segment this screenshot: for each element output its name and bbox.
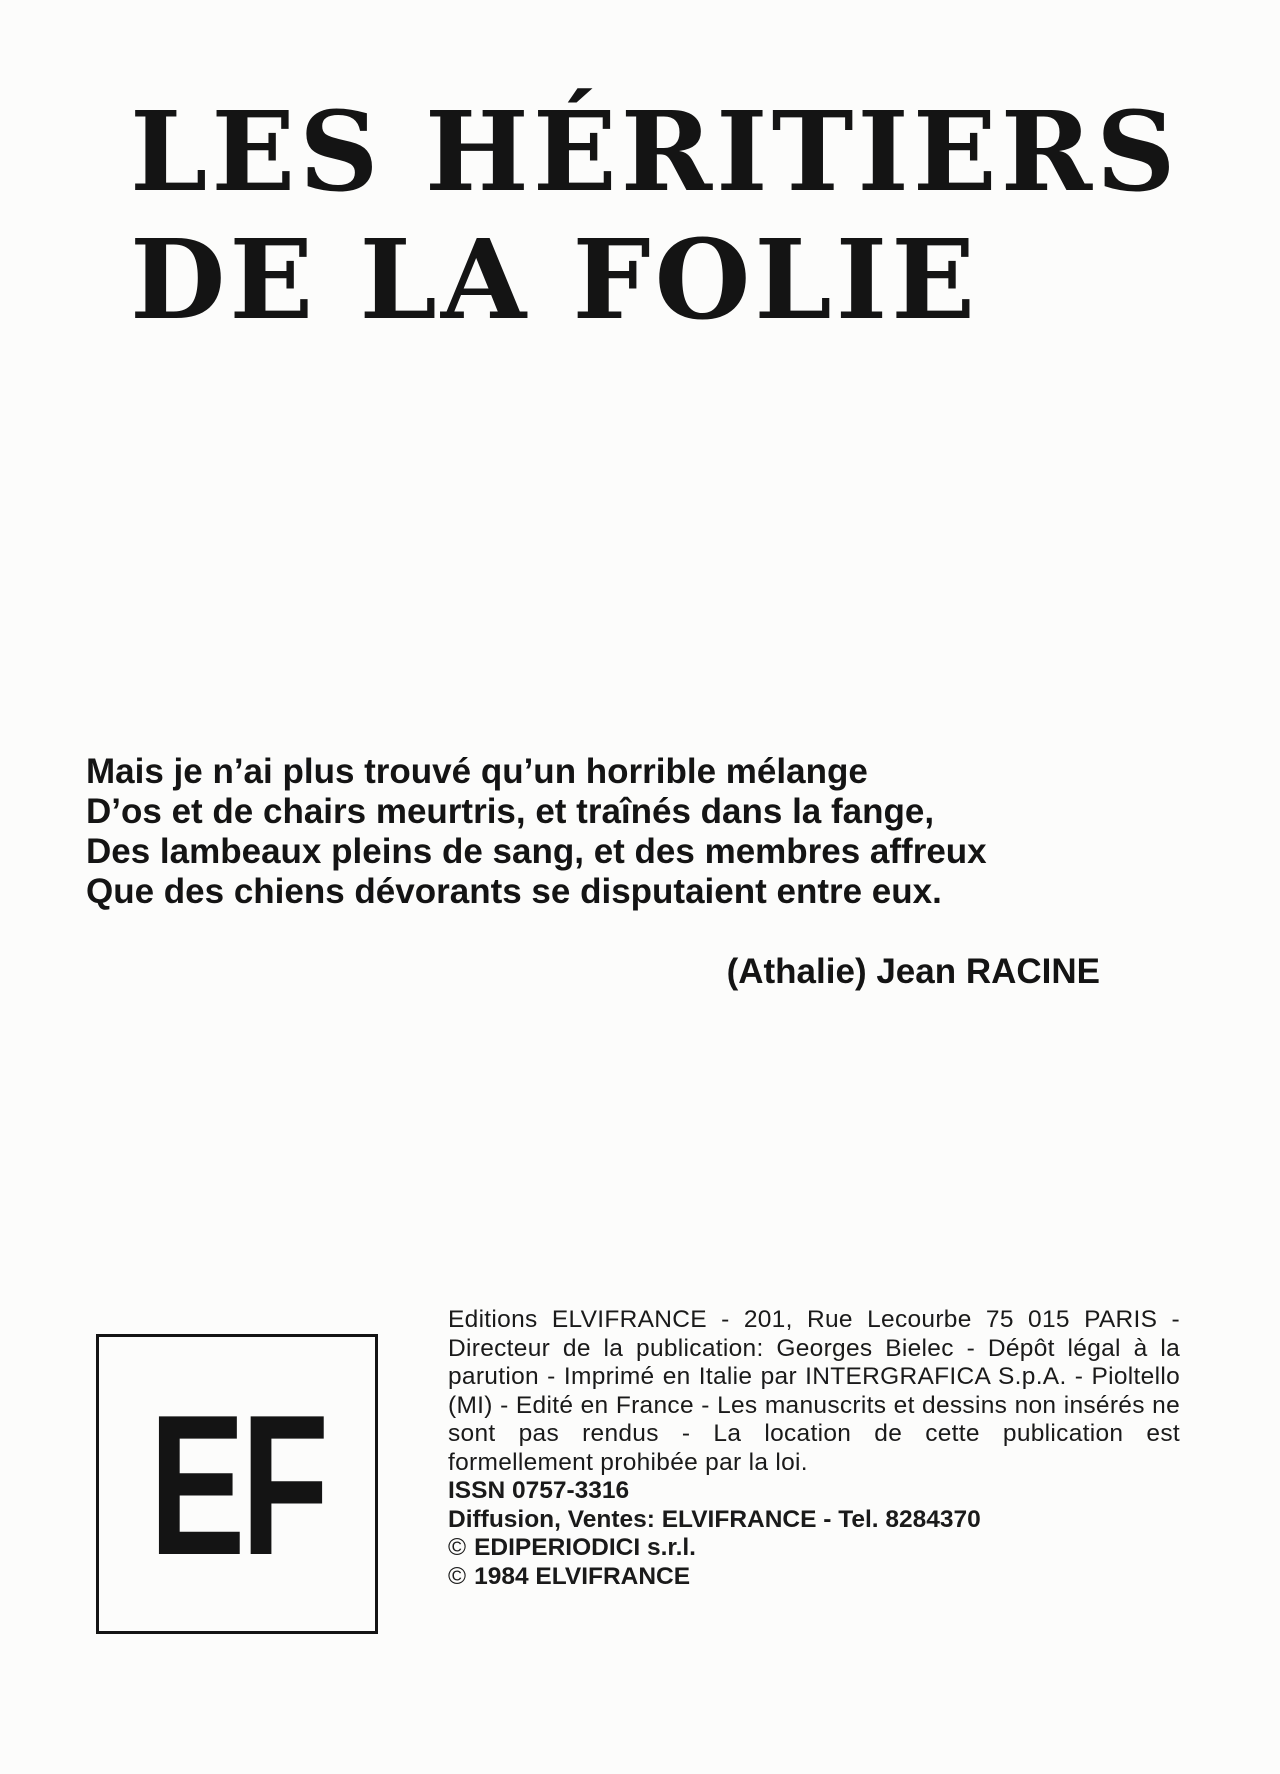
- diffusion-line: Diffusion, Ventes: ELVIFRANCE - Tel. 8284370: [448, 1505, 981, 1533]
- book-title: [130, 87, 1180, 344]
- verse-line: D’os et de chairs meurtris, et traînés dans la fange,: [86, 792, 935, 831]
- publisher-logo-text: EF: [149, 1374, 325, 1597]
- epigraph-attribution: (Athalie) Jean RACINE: [726, 952, 1100, 991]
- imprint-block: [448, 1306, 1180, 1591]
- verse-line: Mais je n’ai plus trouvé qu’un horrible mélange: [86, 752, 868, 791]
- copyright-icon: ©: [448, 1562, 467, 1590]
- verse-line: Que des chiens dévorants se disputaient entre eux.: [86, 872, 942, 911]
- copyright-icon: ©: [448, 1534, 467, 1561]
- issn-line: ISSN 0757-3316: [448, 1477, 630, 1504]
- book-title-line-1: LES HÉRITIERS: [130, 87, 1180, 216]
- publisher-logo: [96, 1334, 378, 1634]
- copyright-line: [448, 1534, 1180, 1563]
- book-title-line-2: DE LA FOLIE: [130, 215, 980, 344]
- imprint-paragraph: Editions ELVIFRANCE - 201, Rue Lecourbe 75 015 PARIS - Directeur de la publication: Georges Bielec - Dépôt légal à la parution - Imprimé en Italie par INTERGRAFICA S.p.A. - Pioltello (MI) - Edité en France - Les manuscrits et dessins non insérés ne sont pas rendus - La location de cette publication est formellement prohibée par la loi.: [448, 1306, 1180, 1476]
- epigraph-verse: [86, 752, 1166, 912]
- copyright-holder: 1984 ELVIFRANCE: [474, 1562, 691, 1590]
- copyright-holder: EDIPERIODICI s.r.l.: [474, 1534, 696, 1561]
- verse-line: Des lambeaux pleins de sang, et des membres affreux: [86, 832, 987, 871]
- copyright-line: [448, 1563, 1180, 1592]
